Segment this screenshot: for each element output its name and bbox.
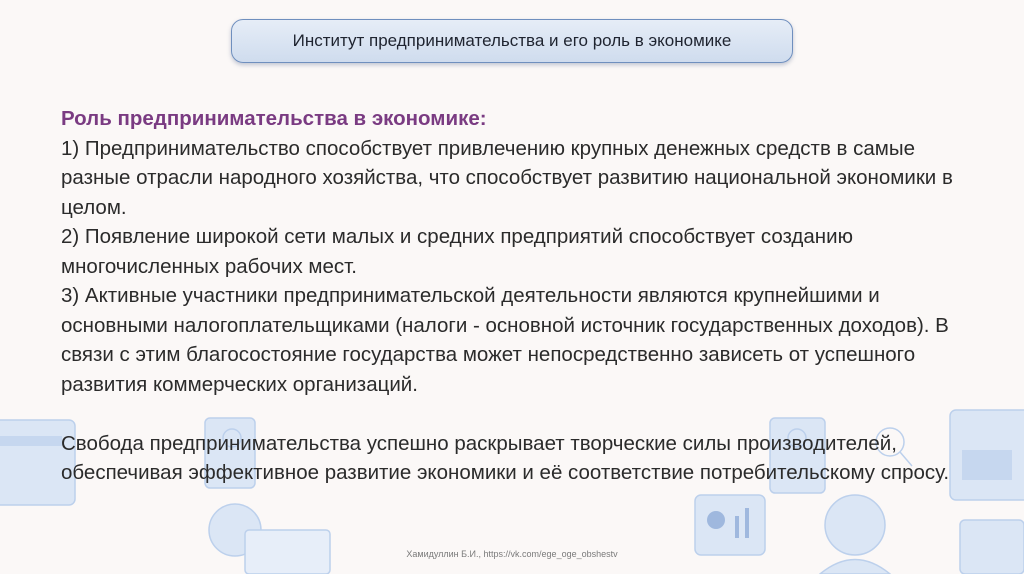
slide-title: Институт предпринимательства и его роль в экономике (292, 31, 732, 50)
section-heading: Роль предпринимательства в экономике: (61, 107, 487, 130)
conclusion-paragraph: Свобода предпринимательства успешно раскрывает творческие силы производителей, обеспечивая эффективное развитие экономики и её соответствие потребительскому спросу. (61, 431, 950, 484)
list-item-3: 3) Активные участники предпринимательской деятельности являются крупнейшими и основными налогоплательщиками (налоги - основной источник государственных доходов). В связи с этим благосостояние государства может непосредственно зависеть от успешного развития коммерческих организаций. (61, 284, 949, 396)
paragraph-gap (61, 399, 981, 429)
screen-icon (960, 520, 1024, 574)
slide-title-banner (231, 19, 793, 63)
list-item-2: 2) Появление широкой сети малых и средних предприятий способствует созданию многочисленных рабочих мест. (61, 225, 853, 278)
person-at-laptop-icon (820, 495, 890, 574)
slide-body (61, 104, 981, 488)
analytics-chart-icon (695, 495, 765, 555)
list-item-1: 1) Предпринимательство способствует привлечению крупных денежных средств в самые разные отрасли народного хозяйства, что способствует развитию национальной экономики в целом. (61, 136, 953, 219)
footer-credit: Хамидуллин Б.И., https://vk.com/ege_oge_obshestv (406, 549, 618, 559)
person-at-laptop-icon (209, 504, 330, 574)
